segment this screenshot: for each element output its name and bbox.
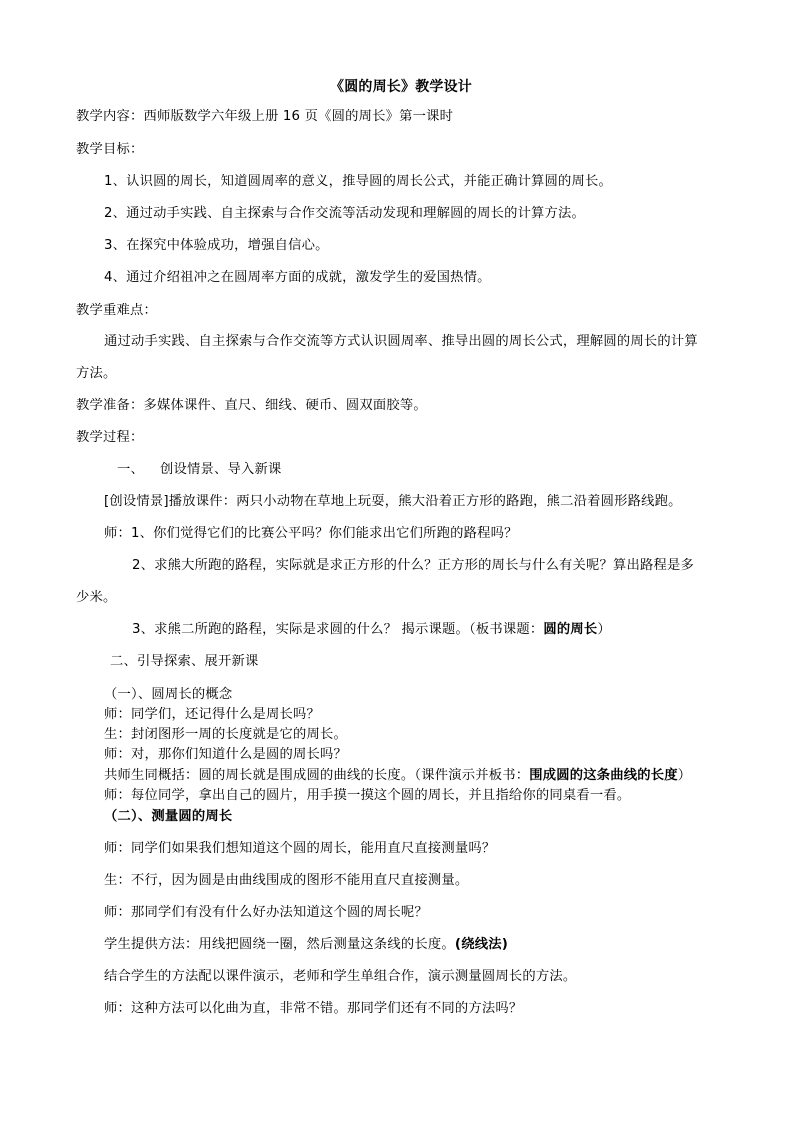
content-line: 教学内容：西师版数学六年级上册 16 页《圆的周长》第一课时 bbox=[76, 109, 454, 124]
board-title: 圆的周长 bbox=[543, 622, 598, 637]
section-title: 创设情景、导入新课 bbox=[160, 462, 282, 477]
dialog-line bbox=[104, 767, 691, 785]
key-heading: 教学重难点： bbox=[76, 303, 157, 318]
section-number: 一、 bbox=[117, 462, 144, 477]
dialog-line: 生：封闭图形一周的长度就是它的周长。 bbox=[104, 727, 347, 742]
key-line: 方法。 bbox=[76, 366, 117, 381]
dialog-line: 师：同学们如果我们想知道这个圆的周长，能用直尺直接测量吗？ bbox=[104, 841, 496, 856]
paragraph: 2、求熊大所跑的路程，实际就是求正方形的什么？正方形的周长与什么有关呢？算出路程是多 bbox=[132, 558, 695, 573]
section-title: 二、引导探索、展开新课 bbox=[110, 654, 259, 669]
paragraph: 少米。 bbox=[76, 590, 117, 605]
summary-bold: 围成圆的这条曲线的长度 bbox=[529, 768, 678, 783]
subsection-title: （二）、测量圆的周长 bbox=[104, 809, 233, 824]
goal-item: 3、在探究中体验成功，增强自信心。 bbox=[104, 238, 329, 253]
prep-line: 教学准备：多媒体课件、直尺、细线、硬币、圆双面胶等。 bbox=[76, 398, 427, 413]
dialog-line: 结合学生的方法配以课件演示，老师和学生单组合作，演示测量圆周长的方法。 bbox=[104, 969, 577, 984]
dialog-line: 师：每位同学，拿出自己的圆片，用手摸一摸这个圆的周长，并且指给你的同桌看一看。 bbox=[104, 788, 631, 803]
subsection-title: （一）、圆周长的概念 bbox=[104, 687, 233, 702]
goal-item: 2、通过动手实践、自主探索与合作交流等活动发现和理解圆的周长的计算方法。 bbox=[104, 206, 586, 221]
dialog-line: 师：这种方法可以化曲为直，非常不错。那同学们还有不同的方法吗？ bbox=[104, 1001, 523, 1016]
paragraph bbox=[132, 621, 611, 639]
dialog-line: 师：对，那你们知道什么是圆的周长吗？ bbox=[104, 747, 347, 762]
goal-item: 1、认识圆的周长，知道圆周率的意义，推导圆的周长公式，并能正确计算圆的周长。 bbox=[104, 174, 613, 189]
method-text: 学生提供方法：用线把圆绕一圈，然后测量这条线的长度。 bbox=[104, 937, 455, 952]
method-bold: (绕线法) bbox=[454, 937, 508, 952]
q3-text: 3、求熊二所跑的路程，实际是求圆的什么？ 揭示课题。（板书课题： bbox=[132, 622, 544, 637]
dialog-line: 师：那同学们有没有什么好办法知道这个圆的周长呢？ bbox=[104, 905, 428, 920]
document-title: 《圆的周长》教学设计 bbox=[330, 79, 472, 95]
q3-end: ） bbox=[597, 622, 611, 637]
dialog-line: 生：不行，因为圆是由曲线围成的图形不能用直尺直接测量。 bbox=[104, 873, 469, 888]
dialog-line bbox=[104, 936, 508, 954]
process-heading: 教学过程： bbox=[76, 430, 144, 445]
key-line: 通过动手实践、自主探索与合作交流等方式认识圆周率、推导出圆的周长公式，理解圆的周长的计算 bbox=[104, 334, 698, 349]
goal-item: 4、通过介绍祖冲之在圆周率方面的成就，激发学生的爱国热情。 bbox=[104, 270, 491, 285]
paragraph: [创设情景]播放课件：两只小动物在草地上玩耍，熊大沿着正方形的路跑，熊二沿着圆形路线跑。 bbox=[104, 494, 682, 509]
dialog-line: 师：同学们，还记得什么是周长吗？ bbox=[104, 707, 320, 722]
summary-end: ） bbox=[677, 768, 692, 783]
summary-text: 共师生同概括：圆的周长就是围成圆的曲线的长度。（课件演示并板书： bbox=[104, 768, 530, 783]
paragraph: 师：1、你们觉得它们的比赛公平吗？你们能求出它们所跑的路程吗？ bbox=[104, 526, 518, 541]
goals-heading: 教学目标： bbox=[76, 142, 144, 157]
